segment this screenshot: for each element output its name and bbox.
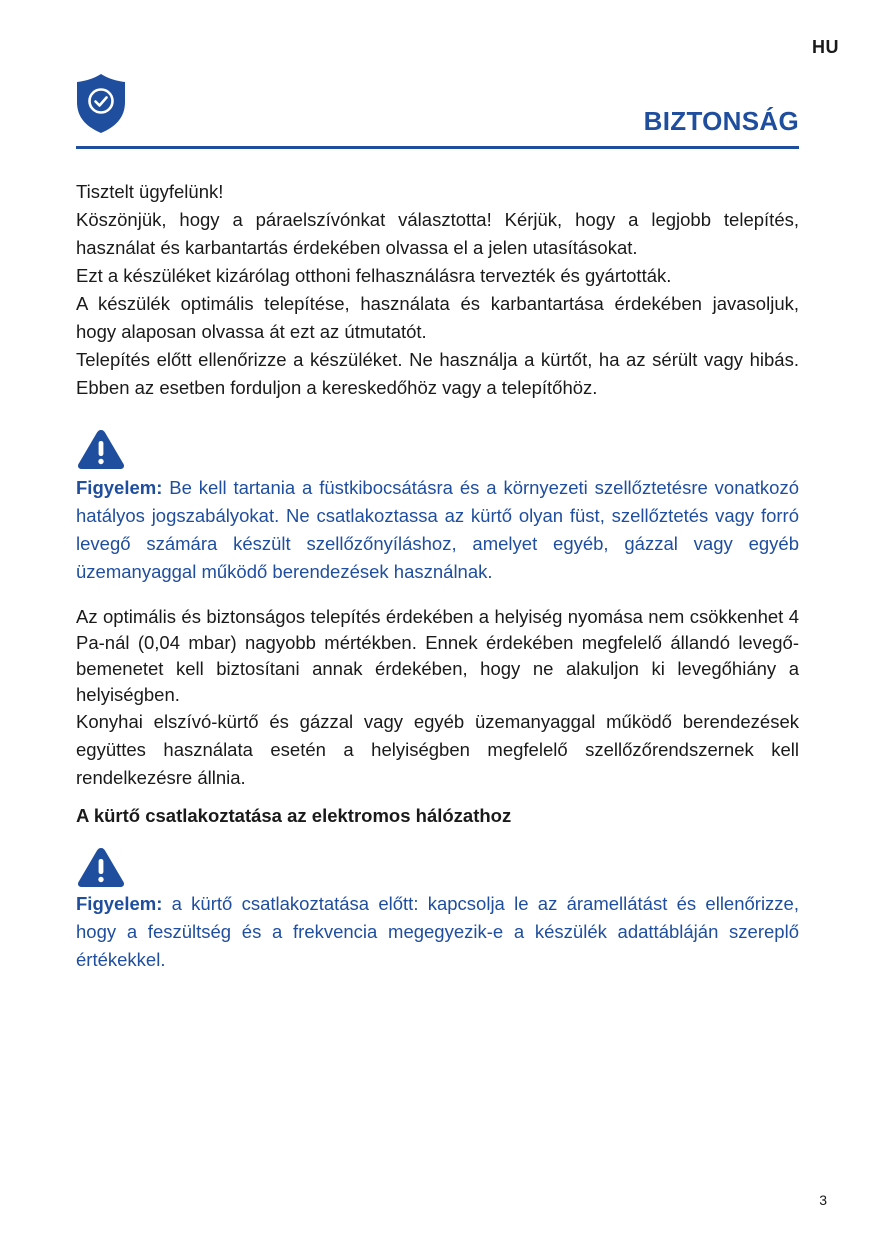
page-number: 3	[819, 1192, 827, 1208]
warning-label: Figyelem:	[76, 893, 163, 914]
greeting: Tisztelt ügyfelünk!	[76, 181, 224, 202]
section-title: BIZTONSÁG	[643, 106, 799, 136]
language-code: HU	[812, 37, 839, 57]
section-heading: A kürtő csatlakoztatása az elektromos hálózathoz	[76, 805, 512, 826]
warning-triangle-icon	[76, 428, 126, 470]
intro-paragraph-4: Telepítés előtt ellenőrizze a készüléket. Ne használja a kürtőt, ha az sérült vagy hibás. Ebben az esetben forduljon a kereskedőhöz vagy a telepítőhöz.	[76, 349, 799, 398]
warning-block-1	[76, 428, 799, 586]
intro-paragraph-3: A készülék optimális telepítése, használata és karbantartása érdekében javasoljuk, hogy alaposan olvassa át ezt az útmutatót.	[76, 293, 799, 342]
shield-check-icon	[75, 72, 127, 134]
body-paragraph-1: Az optimális és biztonságos telepítés érdekében a helyiség nyomása nem csökkenhet 4 Pa-nál (0,04 mbar) nagyobb mértékben. Ennek érdekében megfelelő állandó levegő-bemenetet kell biztosítani annak érdekében, hogy ne alakuljon ki levegőhiány a helyiségben.	[76, 606, 799, 705]
warning-text: a kürtő csatlakoztatása előtt: kapcsolja le az áramellátást és ellenőrizze, hogy a feszültség és a frekvencia megegyezik-e a készülék adattábláján szereplő értékekkel.	[76, 893, 799, 970]
body-paragraph-2: Konyhai elszívó-kürtő és gázzal vagy egyéb üzemanyaggal működő berendezések együttes használata esetén a helyiségben megfelelő szellőzőrendszernek kell rendelkezésre állnia.	[76, 711, 799, 788]
intro-paragraph-2: Ezt a készüléket kizárólag otthoni felhasználásra tervezték és gyártották.	[76, 265, 672, 286]
warning-paragraph-1	[76, 474, 799, 586]
title-divider	[76, 146, 799, 149]
warning-text: Be kell tartania a füstkibocsátásra és a környezeti szellőztetésre vonatkozó hatályos jogszabályokat. Ne csatlakoztassa az kürtő olyan füst, szellőztetés vagy forró levegő számára készült szellőzőnyíláshoz, amelyet egyéb, gázzal vagy egyéb üzemanyaggal működő berendezések használnak.	[76, 477, 799, 582]
page-content	[76, 178, 799, 974]
warning-paragraph-2	[76, 890, 799, 974]
warning-triangle-icon	[76, 846, 126, 888]
warning-label: Figyelem:	[76, 477, 163, 498]
intro-paragraph-1: Köszönjük, hogy a páraelszívónkat választotta! Kérjük, hogy a legjobb telepítés, használat és karbantartás érdekében olvassa el a jelen utasításokat.	[76, 209, 799, 258]
warning-block-2	[76, 846, 799, 974]
